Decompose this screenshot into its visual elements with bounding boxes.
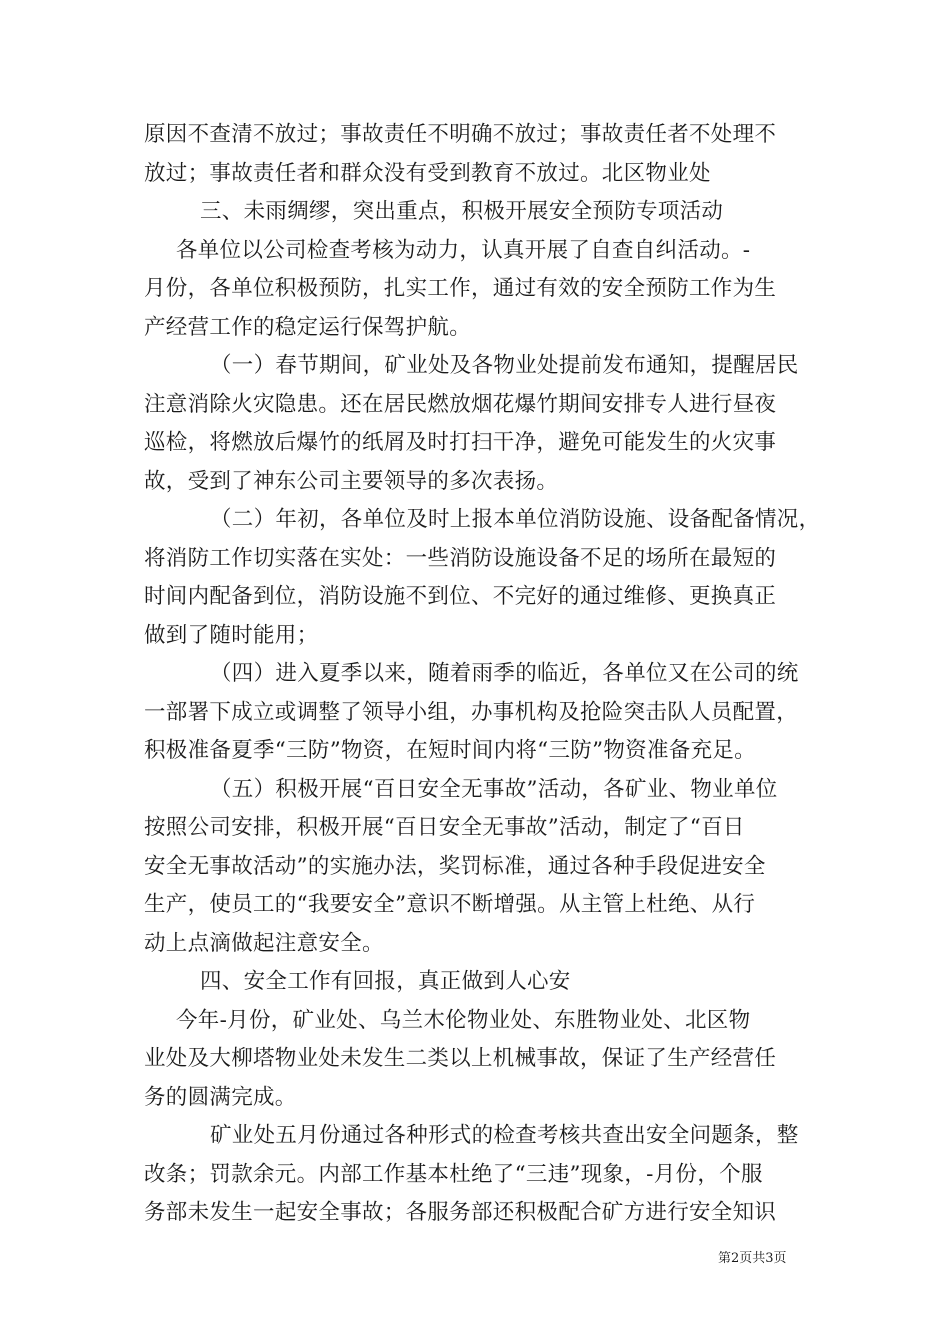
page-number-footer: 第2页共3页 bbox=[718, 1251, 787, 1266]
text-line: 一部署下成立或调整了领导小组，办事机构及抢险突击队人员配置， bbox=[144, 699, 799, 725]
section-heading: 三、未雨绸缪，突出重点，积极开展安全预防专项活动 bbox=[200, 199, 724, 224]
text-line: 积极准备夏季“三防”物资，在短时间内将“三防”物资准备充足。 bbox=[144, 738, 756, 763]
text-line: 安全无事故活动”的实施办法，奖罚标准，通过各种手段促进安全 bbox=[144, 853, 766, 879]
text-line: 注意消除火灾隐患。还在居民燃放烟花爆竹期间安排专人进行昼夜 bbox=[144, 391, 777, 417]
text-line: 业处及大柳塔物业处未发生二类以上机械事故，保证了生产经营任 bbox=[144, 1046, 777, 1071]
text-line: 原因不查清不放过；事故责任不明确不放过；事故责任者不处理不 bbox=[144, 122, 777, 147]
text-line: 生产，使员工的“我要安全”意识不断增强。从主管上杜绝、从行 bbox=[144, 892, 756, 917]
text-line: 今年-月份，矿业处、乌兰木伦物业处、东胜物业处、北区物 bbox=[176, 1007, 751, 1033]
text-line: 各单位以公司检查考核为动力，认真开展了自查自纠活动。- bbox=[176, 237, 751, 263]
text-line: 时间内配备到位，消防设施不到位、不完好的通过维修、更换真正 bbox=[144, 584, 777, 609]
text-line: 故，受到了神东公司主要领导的多次表扬。 bbox=[144, 468, 559, 494]
text-line: 做到了随时能用； bbox=[144, 622, 319, 648]
document-body bbox=[144, 116, 821, 1233]
text-line: （四）进入夏季以来，随着雨季的临近，各单位又在公司的统 bbox=[210, 661, 799, 686]
section-heading: 四、安全工作有回报，真正做到人心安 bbox=[200, 969, 571, 994]
text-line: （二）年初，各单位及时上报本单位消防设施、设备配备情况， bbox=[210, 507, 821, 532]
text-line: （五）积极开展“百日安全无事故”活动，各矿业、物业单位 bbox=[210, 776, 778, 802]
text-line: 巡检，将燃放后爆竹的纸屑及时打扫干净，避免可能发生的火灾事 bbox=[144, 430, 777, 455]
text-line: 将消防工作切实落在实处：一些消防设施设备不足的场所在最短的 bbox=[144, 545, 777, 571]
text-line: （一）春节期间，矿业处及各物业处提前发布通知，提醒居民 bbox=[210, 353, 799, 378]
text-line: 务部未发生一起安全事故；各服务部还积极配合矿方进行安全知识 bbox=[144, 1200, 777, 1225]
text-line: 改条；罚款余元。内部工作基本杜绝了“三违”现象，-月份，个服 bbox=[144, 1161, 763, 1187]
text-line: 矿业处五月份通过各种形式的检查考核共查出安全问题条，整 bbox=[210, 1123, 799, 1148]
text-line: 务的圆满完成。 bbox=[144, 1084, 297, 1110]
text-line: 产经营工作的稳定运行保驾护航。 bbox=[144, 314, 472, 340]
text-line: 月份，各单位积极预防，扎实工作，通过有效的安全预防工作为生 bbox=[144, 276, 777, 301]
text-line: 放过；事故责任者和群众没有受到教育不放过。北区物业处 bbox=[144, 160, 711, 186]
text-line: 按照公司安排，积极开展“百日安全无事故”活动，制定了“百日 bbox=[144, 815, 745, 840]
text-line: 动上点滴做起注意安全。 bbox=[144, 930, 384, 956]
